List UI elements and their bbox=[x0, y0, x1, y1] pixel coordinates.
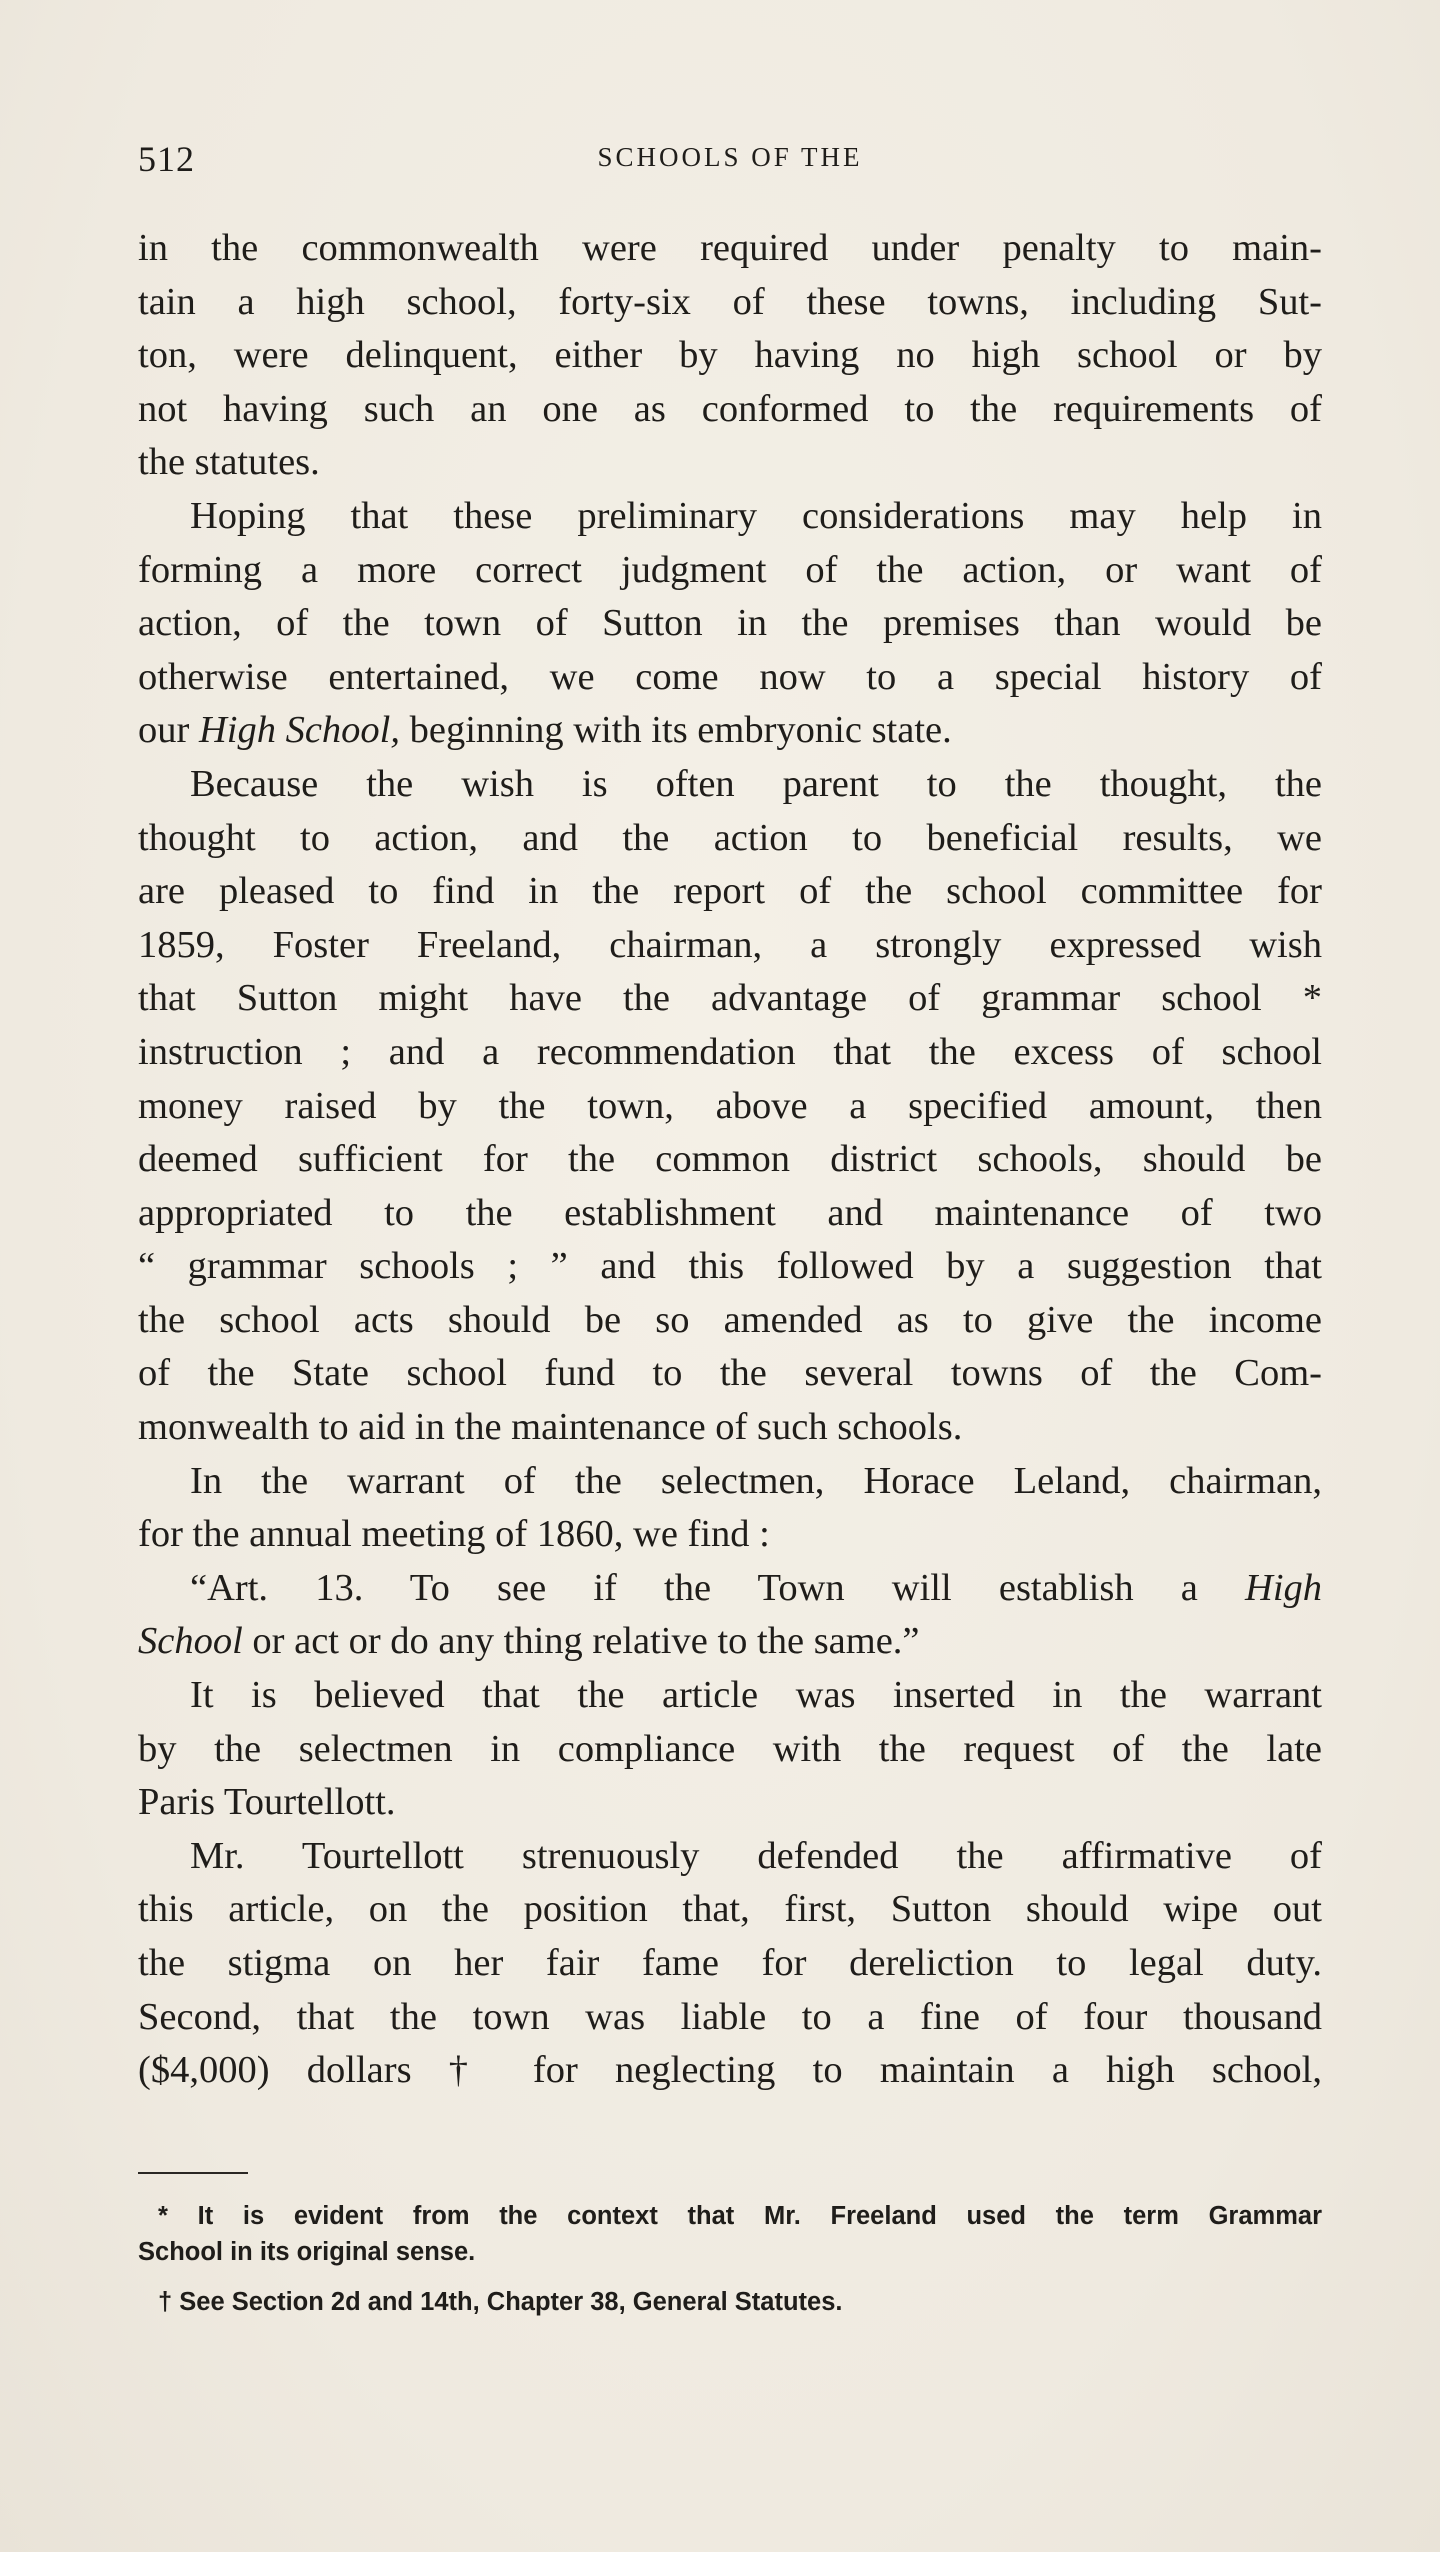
footnotes bbox=[138, 2198, 1322, 2320]
text-line: that Sutton might have the advantage of grammar school * bbox=[138, 977, 1322, 1020]
text-line: ton, were delinquent, either by having no high school or by bbox=[138, 334, 1322, 377]
footnote-line: * It is evident from the context that Mr. Freeland used the term Grammar bbox=[158, 2202, 1322, 2230]
page-number: 512 bbox=[138, 139, 195, 179]
italic-title: School bbox=[138, 1620, 243, 1663]
text-line: monwealth to aid in the maintenance of such schools. bbox=[138, 1406, 963, 1449]
text-line: Because the wish is often parent to the thought, the bbox=[190, 762, 1322, 805]
text-line: 1859, Foster Freeland, chairman, a strongly expressed wish bbox=[138, 923, 1322, 966]
text-fragment: or act or do any thing relative to the same.” bbox=[252, 1620, 920, 1663]
text-line bbox=[138, 704, 1322, 758]
text-line: in the commonwealth were required under penalty to main- bbox=[138, 227, 1322, 269]
text-line bbox=[138, 1615, 1322, 1669]
text-line: deemed sufficient for the common district schools, should be bbox=[138, 1138, 1322, 1181]
text-fragment: “Art. 13. To see if the Town will establish a bbox=[190, 1566, 1198, 1609]
text-line: are pleased to find in the report of the school committee for bbox=[138, 870, 1322, 913]
text-line: the school acts should be so amended as to give the income bbox=[138, 1298, 1322, 1341]
text-line: this article, on the position that, first, Sutton should wipe out bbox=[138, 1888, 1322, 1931]
footnote-divider bbox=[138, 2172, 248, 2174]
text-line: the statutes. bbox=[138, 441, 320, 484]
text-line: action, of the town of Sutton in the premises than would be bbox=[138, 602, 1322, 645]
italic-title: High School, bbox=[198, 709, 400, 752]
text-line: In the warrant of the selectmen, Horace Leland, chairman, bbox=[190, 1459, 1322, 1502]
text-fragment: our bbox=[138, 709, 190, 752]
text-line: Paris Tourtellott. bbox=[138, 1781, 396, 1824]
running-head bbox=[138, 138, 1322, 186]
text-line: Second, that the town was liable to a fine of four thousand bbox=[138, 1995, 1322, 2038]
text-line: Hoping that these preliminary considerations may help in bbox=[190, 494, 1322, 537]
italic-title: High bbox=[1245, 1566, 1323, 1609]
text-line: Mr. Tourtellott strenuously defended the affirmative of bbox=[190, 1834, 1322, 1877]
text-line: tain a high school, forty-six of these towns, including Sut- bbox=[138, 280, 1322, 323]
text-fragment: beginning with its embryonic state. bbox=[409, 709, 952, 752]
text-line: for the annual meeting of 1860, we find : bbox=[138, 1513, 770, 1556]
text-line: of the State school fund to the several towns of the Com- bbox=[138, 1352, 1322, 1395]
text-line: ($4,000) dollars † for neglecting to maintain a high school, bbox=[138, 2049, 1322, 2092]
text-line: appropriated to the establishment and maintenance of two bbox=[138, 1191, 1322, 1234]
text-line: “ grammar schools ; ” and this followed by a suggestion that bbox=[138, 1245, 1322, 1288]
footnote-gap bbox=[138, 2270, 1322, 2284]
text-line: forming a more correct judgment of the action, or want of bbox=[138, 548, 1322, 591]
running-title: SCHOOLS OF THE bbox=[597, 142, 863, 172]
body-text bbox=[138, 222, 1322, 2098]
text-line: by the selectmen in compliance with the request of the late bbox=[138, 1727, 1322, 1770]
text-line: It is believed that the article was inserted in the warrant bbox=[190, 1674, 1322, 1717]
text-line: money raised by the town, above a specified amount, then bbox=[138, 1084, 1322, 1127]
text-line: instruction ; and a recommendation that the excess of school bbox=[138, 1030, 1322, 1073]
text-line bbox=[138, 1562, 1322, 1616]
text-line: otherwise entertained, we come now to a special history of bbox=[138, 655, 1322, 698]
footnote-line: School in its original sense. bbox=[138, 2238, 476, 2266]
text-line: not having such an one as conformed to the requirements of bbox=[138, 387, 1322, 430]
footnote-line: † See Section 2d and 14th, Chapter 38, General Statutes. bbox=[158, 2288, 843, 2316]
text-line: the stigma on her fair fame for dereliction to legal duty. bbox=[138, 1942, 1322, 1984]
text-line: thought to action, and the action to beneficial results, we bbox=[138, 816, 1322, 859]
